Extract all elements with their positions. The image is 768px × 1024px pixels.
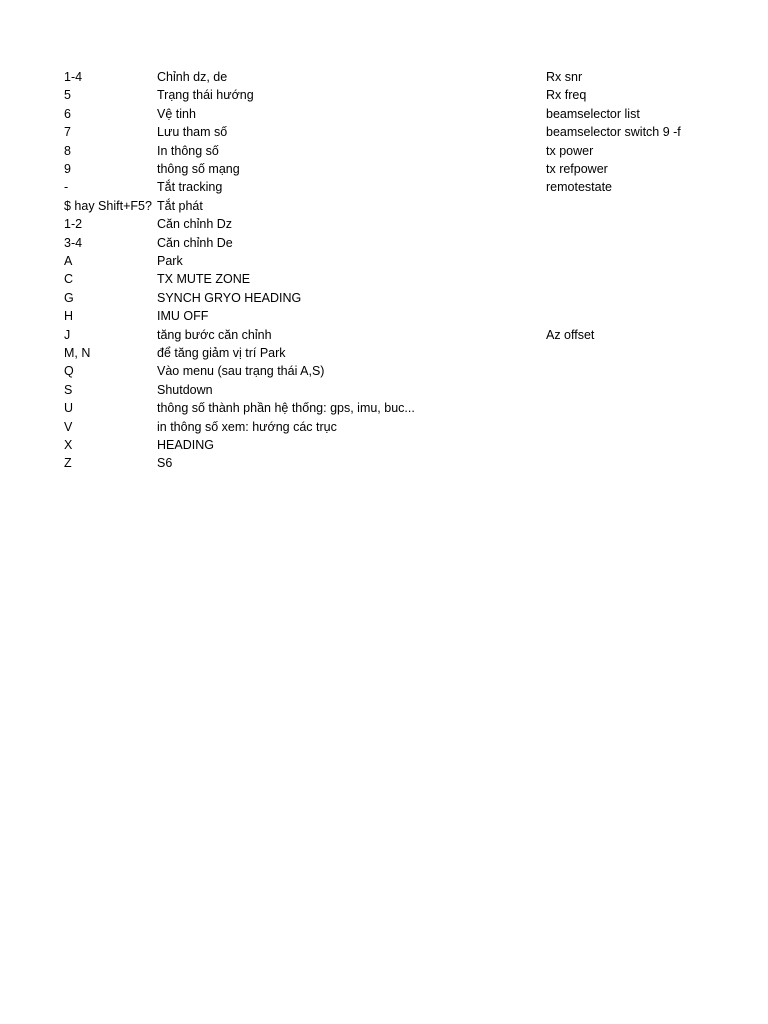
key-cell: C xyxy=(64,272,74,287)
description-cell: Tắt phát xyxy=(157,198,203,213)
command-cell: beamselector list xyxy=(546,106,640,121)
table-row xyxy=(0,326,768,344)
command-cell: beamselector switch 9 -f xyxy=(546,125,681,140)
key-cell: 1-4 xyxy=(64,70,83,84)
table-row xyxy=(0,307,768,325)
key-cell: 6 xyxy=(64,106,71,121)
description-cell: SYNCH GRYO HEADING xyxy=(157,290,302,305)
table-row xyxy=(0,362,768,380)
table-row xyxy=(0,344,768,362)
command-cell: tx power xyxy=(546,143,594,158)
key-cell: S xyxy=(64,382,73,397)
description-cell: Chỉnh dz, de xyxy=(157,70,228,84)
key-cell: U xyxy=(64,401,74,416)
key-cell: 8 xyxy=(64,143,71,158)
key-cell: H xyxy=(64,309,74,324)
key-cell: 3-4 xyxy=(64,235,83,250)
table-row xyxy=(0,381,768,399)
table-row xyxy=(0,142,768,160)
key-cell: 9 xyxy=(64,162,71,176)
description-cell: in thông số xem: hướng các trục xyxy=(157,419,337,434)
table-row xyxy=(0,234,768,252)
key-cell: A xyxy=(64,254,73,268)
table-row xyxy=(0,68,768,86)
key-cell: M, N xyxy=(64,346,91,360)
description-cell: Căn chỉnh Dz xyxy=(157,217,233,232)
description-cell: Vào menu (sau trạng thái A,S) xyxy=(157,364,325,379)
key-cell: J xyxy=(64,327,71,342)
key-cell: 1-2 xyxy=(64,217,83,232)
description-cell: Trạng thái hướng xyxy=(157,88,254,103)
description-cell: Lưu tham số xyxy=(157,125,228,140)
key-cell: 7 xyxy=(64,125,71,140)
table-row xyxy=(0,436,768,454)
command-cell: tx refpower xyxy=(546,162,608,176)
description-cell: IMU OFF xyxy=(157,309,209,324)
key-cell: 5 xyxy=(64,88,71,103)
table-row xyxy=(0,197,768,215)
table-row xyxy=(0,178,768,196)
table-row xyxy=(0,123,768,141)
command-cell: Az offset xyxy=(546,327,595,342)
table-row xyxy=(0,252,768,270)
command-cell: Rx snr xyxy=(546,70,583,84)
key-cell: $ hay Shift+F5? xyxy=(64,198,152,213)
key-cell: - xyxy=(64,180,69,195)
key-cell: V xyxy=(64,419,73,434)
table-row xyxy=(0,160,768,178)
description-cell: tăng bước căn chỉnh xyxy=(157,327,272,342)
description-cell: để tăng giảm vị trí Park xyxy=(157,346,286,360)
key-cell: Z xyxy=(64,456,72,471)
description-cell: thông số thành phần hệ thống: gps, imu, buc... xyxy=(157,401,415,416)
key-cell: X xyxy=(64,438,73,452)
command-cell: remotestate xyxy=(546,180,613,195)
description-cell: Vệ tinh xyxy=(157,106,196,121)
table-row xyxy=(0,399,768,417)
description-cell: Shutdown xyxy=(157,382,213,397)
description-cell: S6 xyxy=(157,456,173,471)
description-cell: thông số mạng xyxy=(157,162,240,176)
description-cell: HEADING xyxy=(157,438,214,452)
description-cell: In thông số xyxy=(157,143,219,158)
table-row xyxy=(0,215,768,233)
table-row xyxy=(0,270,768,288)
description-cell: TX MUTE ZONE xyxy=(157,272,251,287)
table-row xyxy=(0,418,768,436)
table-row xyxy=(0,289,768,307)
description-cell: Căn chỉnh De xyxy=(157,235,233,250)
command-cell: Rx freq xyxy=(546,88,587,103)
key-cell: Q xyxy=(64,364,74,379)
description-cell: Park xyxy=(157,254,183,268)
description-cell: Tắt tracking xyxy=(157,180,223,195)
table-row xyxy=(0,454,768,472)
table-row xyxy=(0,86,768,104)
key-cell: G xyxy=(64,290,74,305)
table-row xyxy=(0,105,768,123)
